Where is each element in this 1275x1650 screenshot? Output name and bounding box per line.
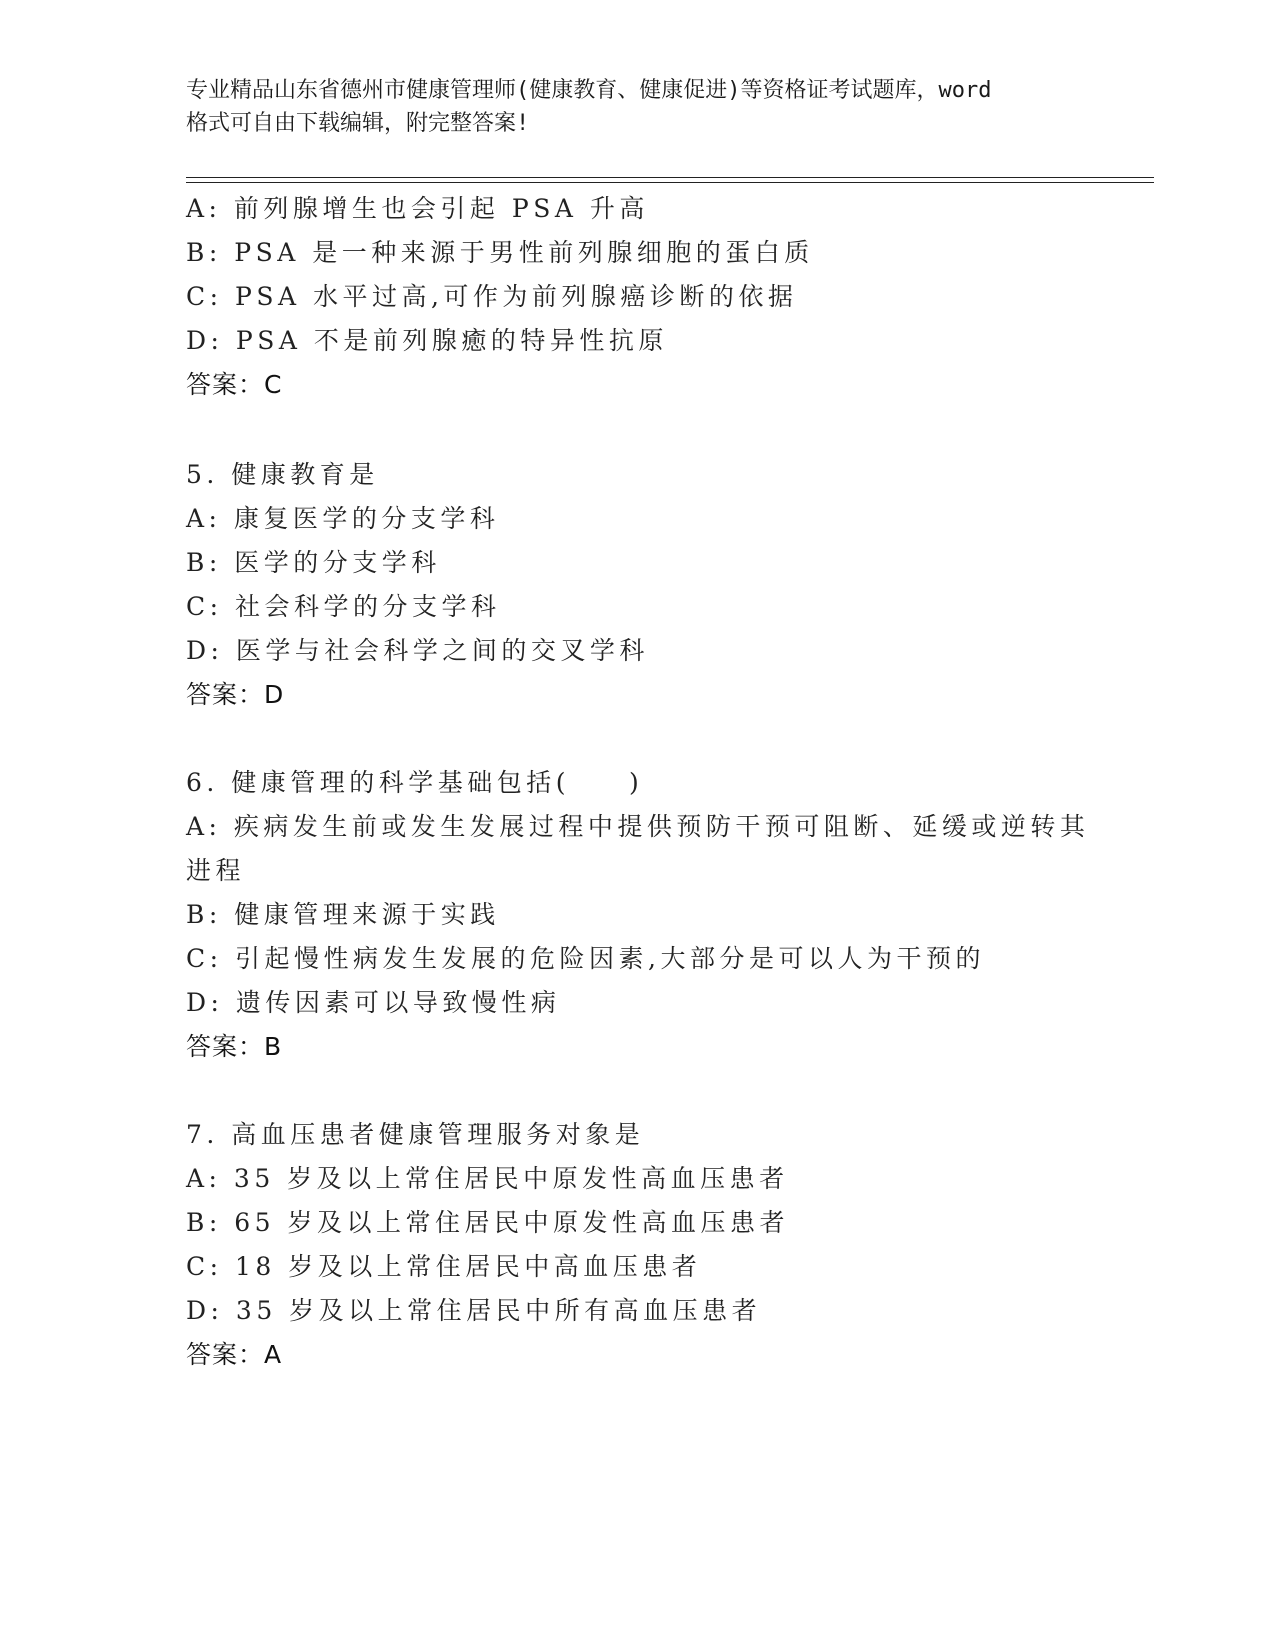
q4-answer: 答案：C: [186, 370, 283, 399]
q6-option-a-line-2: 进程: [186, 856, 246, 885]
q5-stem: 5. 健康教育是: [186, 460, 379, 489]
q7-option-d: D: 35 岁及以上常住居民中所有高血压患者: [186, 1296, 762, 1325]
q4-option-a: A: 前列腺增生也会引起 PSA 升高: [186, 194, 649, 223]
q7-stem: 7. 高血压患者健康管理服务对象是: [186, 1120, 645, 1149]
q5-option-a: A: 康复医学的分支学科: [186, 504, 500, 533]
q4-option-c: C: PSA 水平过高,可作为前列腺癌诊断的依据: [186, 282, 798, 311]
q6-stem: 6. 健康管理的科学基础包括( ): [186, 768, 644, 797]
q5-option-c: C: 社会科学的分支学科: [186, 592, 501, 621]
q5-option-d: D: 医学与社会科学之间的交叉学科: [186, 636, 649, 665]
q5-option-b: B: 医学的分支学科: [186, 548, 441, 577]
q7-option-a: A: 35 岁及以上常住居民中原发性高血压患者: [186, 1164, 789, 1193]
q4-option-d: D: PSA 不是前列腺癒的特异性抗原: [186, 326, 668, 355]
q7-option-c: C: 18 岁及以上常住居民中高血压患者: [186, 1252, 702, 1281]
header-rule-bottom: [186, 182, 1154, 183]
q6-option-a-line-1: A: 疾病发生前或发生发展过程中提供预防干预可阻断、延缓或逆转其: [186, 812, 1090, 841]
q6-option-c: C: 引起慢性病发生发展的危险因素,大部分是可以人为干预的: [186, 944, 985, 973]
q6-option-b: B: 健康管理来源于实践: [186, 900, 500, 929]
document-header: [186, 74, 1086, 140]
q6-answer: 答案：B: [186, 1032, 283, 1061]
header-rule-top: [186, 177, 1154, 178]
q7-option-b: B: 65 岁及以上常住居民中原发性高血压患者: [186, 1208, 790, 1237]
q5-answer: 答案：D: [186, 680, 285, 709]
q7-answer: 答案：A: [186, 1340, 283, 1369]
header-line-1: 专业精品山东省德州市健康管理师(健康教育、健康促进)等资格证考试题库，word: [186, 78, 992, 103]
q6-option-d: D: 遗传因素可以导致慢性病: [186, 988, 561, 1017]
q4-option-b: B: PSA 是一种来源于男性前列腺细胞的蛋白质: [186, 238, 814, 267]
header-line-2: 格式可自由下载编辑，附完整答案!: [186, 111, 530, 136]
